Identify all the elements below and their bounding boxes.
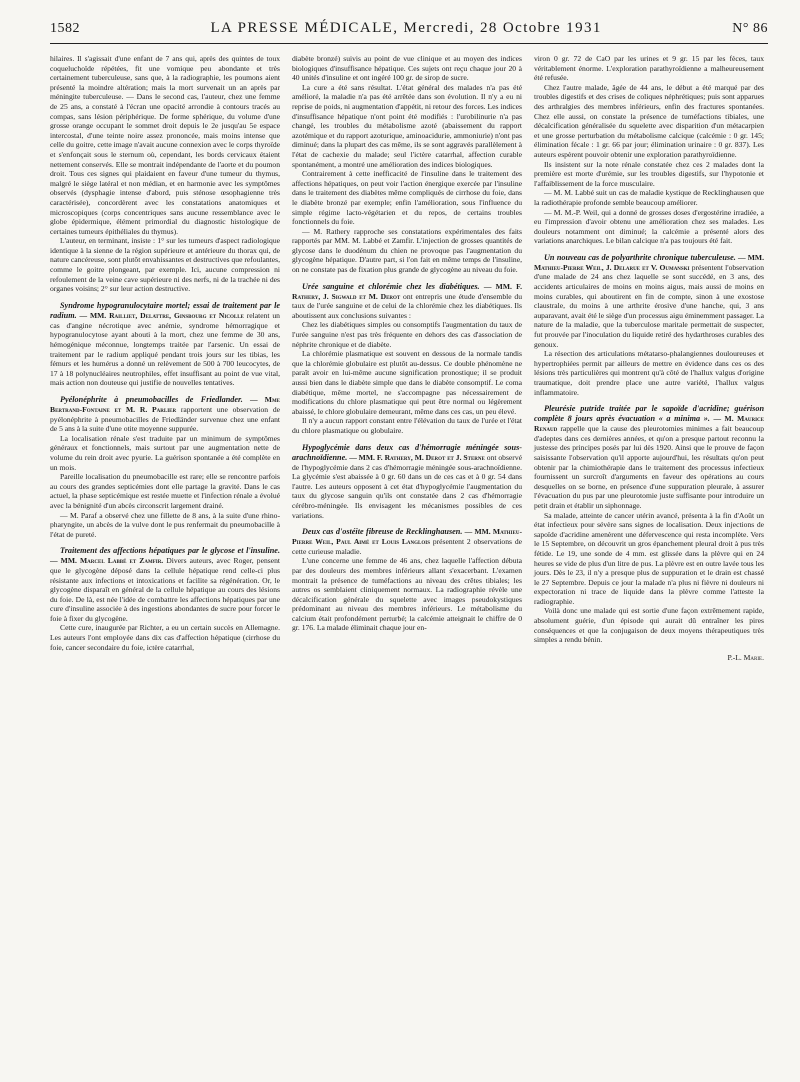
section-hypogranulocytaire xyxy=(50,301,280,388)
article-columns xyxy=(50,54,768,662)
paragraph: Cette cure, inaugurée par Richter, a eu un certain succès en Allemagne. Les auteurs l'ont employée dans dix cas d'affection hépatique (cirrhose du foie, cancer secondaire du foie, ictère catarrhal, xyxy=(50,623,280,652)
section-authors: — MM. F. Rathery, J. Sigwald et M. Derot xyxy=(292,281,522,301)
page-header xyxy=(50,20,768,44)
section-text: présentent 2 observations de cette curieuse maladie. xyxy=(292,537,523,556)
section-text: ont entrepris une étude d'ensemble du taux de l'urée sanguine et de celui de la chlorémie chez les diabétiques. Ils aboutissent aux conclusions suivantes : xyxy=(292,291,522,320)
paragraph: La chlorémie plasmatique est souvent en dessous de la normale tandis que la chlorémie globulaire est plutôt au-dessus. Ce double phénomène ne paraît avoir en lui-même aucune signification pronostique; il se produit aussi bien dans le diabète simple que dans le diabète consomptif. Le coma diabétique, même mortel, ne s'accompagne pas nécessairement de modifications du chlore plasmatique qui peut être normal ou légèrement abaissé, le chlore globulaire demeurant, même dans ces cas, un peu élevé. xyxy=(292,349,522,416)
section-pyelonephrite xyxy=(50,395,280,539)
section-authors: — M. Maurice Renaud xyxy=(534,414,764,434)
section-hypoglycemie xyxy=(292,443,522,521)
section-authors: — MM. Marcel Labbé et Zamfir. xyxy=(50,556,164,566)
section-title: Urée sanguine et chlorémie chez les diabétiques. xyxy=(302,281,480,291)
section-authors: — MM. Railliet, Delattre, Ginsbourg et Nicolle xyxy=(79,310,244,320)
section-title: Traitement des affections hépatiques par le glycose et l'insuline. xyxy=(60,546,280,556)
column-1 xyxy=(50,54,280,662)
paragraph: Voilà donc une malade qui est sortie d'une façon extrêmement rapide, absolument guérie, d'un épisode qui aurait dû entraîner les pires conséquences et que la conjugaison de deux moyens thérapeutiques très simples a rendu bénin. xyxy=(534,606,764,645)
paragraph: La cure a été sans résultat. L'état général des malades n'a pas été amélioré, la maladie n'a pas été arrêtée dans son évolution. Il n'y a eu ni reprise de poids, ni augmentation d'appétit, ni retour des forces. Les indices d'insuffisance hépatique n'ont point été modifiés : l'urobilinurie n'a pas changé, les troubles du métabolisme azoté (abaissement du rapport azotémique et du rapport azoturique, aminoacidurie, ammoniurie) n'ont pas diminué; dans la plupart des cas même, ils se sont aggravés parallèlement à l'état de cachexie du malade; seul l'ictère catarrhal, affection curable spontanément, a montré une amélioration des indices biologiques. xyxy=(292,82,522,169)
section-title: Hypoglycémie dans deux cas d'hémorragie méningée sous-arachnoïdienne. xyxy=(292,442,522,462)
section-pleuresie-putride xyxy=(534,404,764,645)
paragraph: L'une concerne une femme de 46 ans, chez laquelle l'affection débuta par des douleurs des membres inférieurs allant s'exacerbant. L'examen montrait la présence de tuméfactions au niveau des crêtes tibiales; les autres os semblaient cliniquement normaux. La radiographie révèle une décalcification générale du squelette avec images pseudokystiques prédominant au niveau des membres inférieurs. Le métabolisme du calcium était profondément perturbé; la calcémie atteignait le chiffre de 0 gr. 176. La malade éliminait chaque jour en- xyxy=(292,556,522,633)
paragraph: Chez l'autre malade, âgée de 44 ans, le début a été marqué par des troubles digestifs et des crises de coliques néphrétiques; puis sont apparues des arthralgies des membres inférieurs, enfin des fractures spontanées. Chez elle aussi, on constate la présence de tuméfactions tibiales, une décalcification généralisée du squelette avec disparition d'un métacarpien et une grosse perturbation du métabolisme calcique (calcémie : 0 gr. 145; élimination fécale : 1 gr. 66 par jour; élimination urinaire : 0 gr. 837). Les auteurs espèrent pouvoir obtenir une exploration parathyroïdienne. xyxy=(534,82,764,159)
paragraph: diabète bronzé) suivis au point de vue clinique et au moyen des indices biologiques d'insuffisance hépatique. Ces sujets ont reçu chaque jour 20 à 40 unités d'insuline et ont ingéré 100 gr. de sirop de sucre. xyxy=(292,54,522,83)
section-text: ont observé de l'hypoglycémie dans 2 cas d'hémorragie méningée sous-arachnoïdienne. La glycémie s'est abaissée à 0 gr. 60 dans un de ces cas et à 0 gr. 54 dans l'autre. Les auteurs opposent à cet état d'hypoglycémie l'augmentation du taux du glycose sanguin qu'ils ont constatée dans 2 cas d'hémorragie cérébro-méningée. Ils envisagent les mécanismes possibles de ces variations. xyxy=(292,452,522,520)
section-text: rappelle que la cause des pleurotomies minimes a fait beaucoup d'adeptes dans ces dernières années, et qu'on a presque partout reconnu la justesse des principes posés par lui dès 1920. Ainsi que le prouve de façon saisissante l'observation qu'il apporte aujourd'hui, les résultats qu'on peut obtenir par la chimiothérapie dans le traitement des processus infectieux fournissent un surcroît d'arguments en faveur des opérations au cours desquelles on se borne, en présence d'une suppuration pleurale, à assurer l'évacuation du pus par une pleurotomie juste suffisante pour introduire un petit drain et établir un siphonnage. xyxy=(534,424,764,510)
paragraph: Chez les diabétiques simples ou consomptifs l'augmentation du taux de l'urée sanguine n'est pas très fréquente en dehors des cas d'association de néphrite chronique et de diabète. xyxy=(292,320,522,349)
section-text: présentent l'observation d'une malade de 24 ans chez laquelle se sont succédé, en 3 ans, des accidents articulaires de moins en moins aigus, mais aussi de moins en moins curables, qui aboutirent en fin de compte, sinon à une exostose claustrale, du moins à une arthrite érosive d'une hanche, qui, 3 ans auparavant, avait été le siège d'un processus aigu éminemment passager. La nature de la maladie, que la tuberculose maritale permettait de suspecter, fut prouvée par l'inoculation du liquide retiré des hydarthroses curables des genoux. xyxy=(534,262,764,349)
section-polyarthrite xyxy=(534,253,764,397)
section-uree-sanguine xyxy=(292,282,522,436)
paragraph: — M. Paraf a observé chez une fillette de 8 ans, à la suite d'une rhino-pharyngite, un abcès de la vulve dont le pus renfermait du pneumobacille à l'état de pureté. xyxy=(50,510,280,539)
paragraph: Ils insistent sur la note rénale constatée chez ces 2 malades dont la première est morte d'urémie, sur les troubles digestifs, sur l'hypotonie et l'affaiblissement de la force musculaire. xyxy=(534,159,764,188)
paragraph: — M. M. Labbé suit un cas de maladie kystique de Recklinghausen que la radiothérapie profonde semble beaucoup améliorer. xyxy=(534,188,764,207)
paragraph: Pareille localisation du pneumobacille est rare; elle se rencontre parfois au cours des grandes septicémies dont elle partage la gravité. Dans le cas actuel, la phase septicémique est restée muette et l'infection rénale a évolué avec la bénignité d'un abcès circonscrit largement drainé. xyxy=(50,472,280,510)
paragraph: hilaires. Il s'agissait d'une enfant de 7 ans qui, après des quintes de toux coqueluchoïde répétées, fit une vomique peu abondante et très certainement tuberculeuse, sans que, à la radiographie, les poumons aient présenté la moindre altération; mais la mort survenait un an après par méningite tuberculeuse. — Dans le second cas, l'auteur, chez une femme de 25 ans, a constaté à l'écran une opacité arrondie à contours tracés au compas, sans lésion périphérique. De forme sphérique, du volume d'une grosse orange occupant le sommet droit depuis le 2e jusqu'au 5e espace intercostal, d'une teinte noire assez prononcée, mais moins intense que celle du goitre, cette image n'avait aucune connexion avec le corps thyroïde et s'enfonçait sous le sternum où, cependant, les bords cervicaux étaient nettement conservés. Elle se montrait indépendante de l'aorte et du poumon droit. Tous ces signes qui plaidaient en faveur d'une tumeur du thymus, malgré le siège latéral et non médian, et en harmonie avec les symptômes observés (dysphagie intense d'abord, puis sténose œsophagienne très caractérisée), concordèrent avec les constatations anatomiques et microscopiques (corps concentriques sans aucune ressemblance avec le globe épidermique, élément primordial du diagnostic histologique de certaines tumeurs épithéliales du thymus). xyxy=(50,54,280,236)
page-number: 1582 xyxy=(50,21,80,36)
section-text: Divers auteurs, avec Roger, pensent que le glycogène déposé dans la cellule hépatique rend celle-ci plus résistante aux infections et intoxications et facilite sa régénération. Or, le glycogène disparaît en général de la cellule hépatique au cours des lésions du foie. De là, est née l'idée de combattre les affections hépatiques par une cure d'insuline associée à des ingestions abondantes de sucre pour forcer le foie à fixer du glycogène. xyxy=(50,556,280,623)
section-authors: — MM. F. Rathery, M. Derot et J. Sterne xyxy=(349,452,485,462)
section-text: rapportent une observation de pyélonéphrite à pneumobacilles de Friedländer survenue chez une enfant de 5 ans à la suite d'une otite moyenne suppurée. xyxy=(50,405,281,434)
journal-title: LA PRESSE MÉDICALE, Mercredi, 28 Octobre 1931 xyxy=(210,20,602,36)
paragraph: — M. Rathery rapproche ses constatations expérimentales des faits rapportés par MM. M. Labbé et Zamfir. L'injection de grosses quantités de glycose dans le duodénum du chien ne provoque pas l'augmentation du glycogène hépatique. D'autre part, si l'on fait en même temps de l'insuline, on ne constate pas de fixation plus grande de glycogène au niveau du foie. xyxy=(292,226,522,275)
section-title: Syndrome hypogranulocytaire mortel; essai de traitement par le radium. xyxy=(50,300,280,320)
section-title: Pleurésie putride traitée par le sapoïde d'acridine; guérison complète 8 jours après évacuation « a minima ». xyxy=(534,404,764,424)
section-authors: — MM. Mathieu-Pierre Weil, J. Delarue et V. Oumanski xyxy=(534,252,764,272)
section-osteite-fibreuse xyxy=(292,527,522,633)
paragraph: L'auteur, en terminant, insiste : 1° sur les tumeurs d'aspect radiologique identique à la sienne de la région supérieure et antérieure du thorax qui, de nature cancéreuse, sont plutôt envahissantes et destructives que refoulantes, comme le goitre plongeant, par exemple. Ici, aucune compression ni refoulement de la veine cave supérieure ni des nerfs, ni de la trachée ni des organes voisins; 2° sur leur action destructive. xyxy=(50,236,280,294)
section-authors: — MM. Mathieu-Pierre Weil, Paul Aimé et Louis Langlois xyxy=(292,527,522,547)
paragraph: — M. M.-P. Weil, qui a donné de grosses doses d'ergostérine irradiée, a eu l'impression d'avoir obtenu une amélioration chez ses malades. Les douleurs notamment ont diminué; la calcémie a présenté alors des variations anarchiques. Le bilan calcique n'a pas toujours été fait. xyxy=(534,207,764,246)
paragraph: Contrairement à cette inefficacité de l'insuline dans le traitement des affections hépatiques, on peut voir l'action énergique exercée par l'insuline dans le traitement des diabètes même compliqués de cirrhose du foie, dans le diabète bronzé par exemple; enfin l'amélioration, sous l'influence du simple régime lacto-végétarien et du repos, de certains troubles fonctionnels du foie. xyxy=(292,169,522,227)
section-authors: — Mme Bertrand-Fontaine et M. R. Parlier xyxy=(50,395,280,414)
paragraph: La résection des articulations métatarso-phalangiennes douloureuses et hypertrophiées permit par ailleurs de mettre en évidence dans ces os des lésions très particulières qui montrent qu'à côté de l'hallux valgus d'origine traumatique, doit prendre place une autre variété, l'hallux valgus inflammatoire. xyxy=(534,349,764,397)
section-text: relatent un cas d'angine nécrotique avec anémie, syndrome hémorragique et hypogranulocytose ayant abouti à la mort, chez une femme de 30 ans, hémogénique méconnue, longtemps traitée par l'arsenic. Un essai de traitement par le radium appliqué pendant trois jours sur les tibias, les fémurs et les humérus a donné un relèvement de 500 à 700 leucocytes, de 17 à 18 polynucléaires neutrophiles, effet insuffisant au point de vue vital, mais action non douteuse qui justifie de nouvelles tentatives. xyxy=(50,310,280,388)
section-title: Un nouveau cas de polyarthrite chronique tuberculeuse. xyxy=(544,252,736,262)
section-affections-hepatiques xyxy=(50,546,280,652)
paragraph: Il n'y a aucun rapport constant entre l'élévation du taux de l'urée et l'état du chlore plasmatique ou globulaire. xyxy=(292,416,522,435)
author-signature: P.-L. Marie. xyxy=(727,652,764,662)
column-3 xyxy=(534,54,764,662)
issue-number: N° 86 xyxy=(732,21,768,36)
column-2 xyxy=(292,54,522,662)
section-title: Deux cas d'ostéite fibreuse de Recklinghausen. xyxy=(302,527,463,537)
paragraph: Sa malade, atteinte de cancer utérin avancé, présenta à la fin d'Août un état infectieux pour sévère sans signes de localisation. Deux injections de sapoïde d'acridine amenèrent une défervescence qui resta incomplète. Vers le 15 Septembre, on découvrit un gros épanchement pleural droit à pus très fétide. Le 19, une sonde de 4 mm. est glissée dans la plèvre qui en 24 heures se vide de plus d'un litre de pus. La plèvre est en outre lavée tous les jours. Dès le 23, il n'y a presque plus de suppuration et le drain est chassé le 27 Septembre. Depuis ce jour la malade n'a plus ni fièvre ni douleurs ni expectoration ni trace de liquide dans la plèvre comme l'atteste la radiographie. xyxy=(534,510,764,606)
paragraph: La localisation rénale s'est traduite par un minimum de symptômes généraux et fonctionnels, mais surtout par une augmentation nette de volume du rein droit avec pyurie. La guérison spontanée a été complète en un mois. xyxy=(50,433,280,472)
paragraph: viron 0 gr. 72 de CaO par les urines et 9 gr. 15 par les fèces, taux véritablement énorme. L'exploration parathyroïdienne a malheureusement été refusée. xyxy=(534,54,764,83)
section-title: Pyélonéphrite à pneumobacilles de Friedlander. xyxy=(60,395,243,404)
